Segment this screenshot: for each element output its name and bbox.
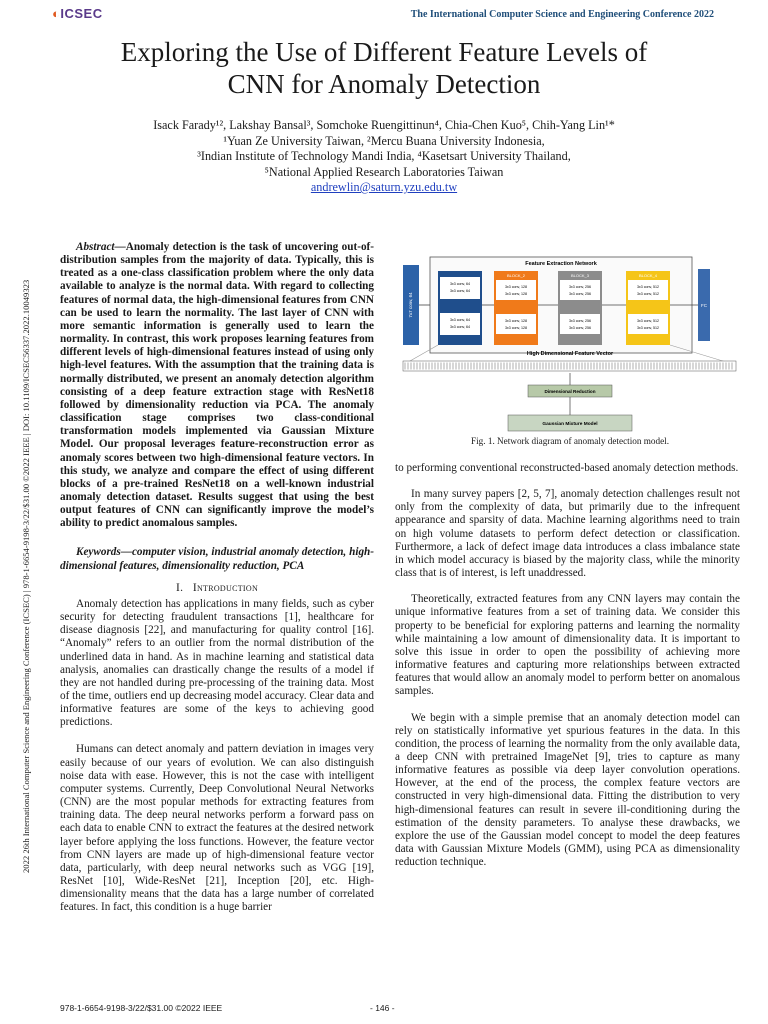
body-paragraph: Theoretically, extracted features from any CNN layers may contain the unique informative features from a set of training data. We consider this property to be beneficial for exploring patterns and learning the normality while maintaining a low amount of dimensionality data. It is important to solve this issue in order to open the possibility of achieving more informative features and capturing more relationships between extracted features that would allow an anomaly model to perform better on anomalous samples. (395, 593, 740, 698)
block-2-conv-label: 3x3 conv, 128 (504, 319, 528, 323)
fc-label: FC (701, 303, 707, 308)
feature-vector-label: High Dimensional Feature Vector (526, 351, 614, 357)
abstract-dash: — (114, 241, 126, 253)
affiliation-line-2: ³Indian Institute of Technology Mandi India, ⁴Kasetsart University Thailand, (197, 149, 571, 163)
block-2-cell-bottom (496, 314, 536, 334)
figure-1 (398, 245, 742, 445)
side-identifier-text: 2022 26th International Computer Science and Engineering Conference (ICSEC) | 978-1-6654-9198-3/22/$31.00 ©2022 IEEE | DOI: 10.1109/ICSEC56337.2022.10049323 (21, 279, 31, 873)
block-2-conv-label: 3x3 conv, 128 (504, 285, 528, 289)
title-line-2: CNN for Anomaly Detection (227, 69, 541, 99)
figure-caption: Fig. 1. Network diagram of anomaly detection model. (471, 436, 669, 446)
block-2-conv-label: 3x3 conv, 128 (504, 326, 528, 330)
block-1-conv-label: 3x3 conv, 64 (449, 325, 471, 329)
author-email-link[interactable]: andrewlin@saturn.yzu.edu.tw (310, 180, 458, 194)
block-1-cell-bottom (440, 313, 480, 335)
right-column (395, 462, 740, 882)
side-identifier (7, 183, 31, 873)
affiliation-line-1: ¹Yuan Ze University Taiwan, ²Mercu Buana University Indonesia, (223, 133, 545, 148)
block-1-cell-top (440, 277, 480, 299)
block-3-cell-bottom (560, 314, 600, 334)
gmm-label: Gaussian Mixture Model (542, 422, 598, 427)
logo-mark-icon: ◐ (52, 6, 61, 21)
block-4-cell-top (628, 280, 668, 300)
logo-text: ICSEC (60, 6, 103, 21)
section-heading (60, 582, 374, 595)
block-1-conv-label: 3x3 conv, 64 (449, 289, 471, 293)
body-paragraph: We begin with a simple premise that an anomaly detection model can rely on statistically informative yet spurious features in the data. In this condition, the process of learning the normality from the only available data, a deep CNN with pretrained ImageNet [9], tries to capture as many informative features as possible via deep layer convolution operations. However, at the end of the process, the complex feature vectors are constructed in very high-dimensional data. Fitting the distribution to very high-dimensional features can result in severe ill-conditioning during the estimation of the density parameters. To analyse these drawbacks, we explore the use of the Gaussian model concept to model the deep features data with Gaussian Mixture Models (GMM), using PCA as dimensionality reduction technique. (395, 711, 740, 869)
block-4-conv-label: 3x3 conv, 512 (636, 319, 660, 323)
conference-name: The International Computer Science and Engineering Conference 2022 (410, 9, 714, 20)
block-1-conv-label: 3x3 conv, 64 (449, 282, 471, 286)
network-diagram (398, 245, 742, 435)
block-3-conv-label: 3x3 conv, 256 (568, 292, 592, 296)
block-4-conv-label: 3x3 conv, 512 (636, 326, 660, 330)
dimensional-reduction-label: Dimensional Reduction (544, 389, 596, 394)
keywords-text: —computer vision, industrial anomaly detection, high-dimensional features, dimensionality reduction, PCA (60, 546, 374, 572)
author-names: Isack Farady¹², Lakshay Bansal³, Somchoke Ruengittinun⁴, Chia-Chen Kuo⁵, Chih-Yang Lin¹* (153, 118, 615, 132)
body-paragraph: to performing conventional reconstructed-based anomaly detection methods. (395, 462, 739, 474)
block-4-cell-bottom (628, 314, 668, 334)
block-3-conv-label: 3x3 conv, 256 (568, 326, 592, 330)
block-4-conv-label: 3x3 conv, 512 (636, 285, 660, 289)
block-2-cell-top (496, 280, 536, 300)
block-3-conv-label: 3x3 conv, 256 (568, 319, 592, 323)
intro-paragraph: Anomaly detection has applications in many fields, such as cyber security for detecting fraudulent transactions [1], healthcare for disease diagnosis [22], and manufacturing for quality control [16]. “Anomaly” refers to an outlier from the normal distribution of the underlined data in hand. As in machine learning and statistical data analysis, anomalies can drastically change the results of a model if they are not handled during pre-processing of the training data. Most of the time, outliers end up decreasing model accuracy. Clear data and informative features are some of the keys to achieving good predictions. (60, 597, 374, 729)
block-3-label: BLOCK_3 (570, 273, 590, 278)
section-title: Introduction (192, 581, 259, 594)
block-2-label: BLOCK_2 (506, 273, 526, 278)
abstract-text: Anomaly detection is the task of uncovering out-of-distribution samples from the majority of data. Typically, this is treated as a one-class classification problem where the only data available to analyze is the normal data. With regard to collecting features of normal data, the high-dimensional features from CNN can be used to learn the normality. The last layer of CNN with more semantic information is generally used to learn the normality. In contrast, this work proposes learning features from different levels of high-dimensional features instead of using only high-level features. With the assumption that the training data is normally distributed, we present an anomaly detection algorithm consisting of a deep feature extraction stage with ResNet18 followed by dimensionality reduction via PCA. The anomaly classification stage comprises two class-conditional transformation models implemented via Gaussian Mixture Model. Our proposal leverages feature-reconstruction error as anomaly scores between two high-dimensional feature vectors. In this study, we analyze and compare the effect of using different blocks of a pre-trained ResNet18 on a well-known industrial anomaly detection dataset. Results suggest that using the best output features of CNN can significantly improve the model’s ability to predict anomalous samples. (60, 241, 374, 530)
block-4-conv-label: 3x3 conv, 512 (636, 292, 660, 296)
paper-title (40, 36, 728, 100)
title-line-1: Exploring the Use of Different Feature Levels of (120, 37, 648, 67)
block-2-conv-label: 3x3 conv, 128 (504, 292, 528, 296)
block-3-conv-label: 3x3 conv, 256 (568, 285, 592, 289)
feature-vector (403, 361, 736, 371)
body-paragraph: In many survey papers [2, 5, 7], anomaly detection challenges result not only from the complexity of data, but primarily due to the infrequent appearance and sparsity of data. Machine learning algorithms need to train on high volume datasets to perform defect detection or classification. Furthermore, a lack of defect image data introduces a class imbalance state in which model accuracy is biased by the majority class, while the minority class that is of interest, is left unaddressed. (395, 488, 740, 580)
intro-paragraph: Humans can detect anomaly and pattern deviation in images very easily because of our years of evolution. We can also distinguish noise data with ease. However, this is not the case with intelligent computer systems. Currently, Deep Convolutional Neural Networks (CNN) are the most popular methods for extracting features from training data. The deep neural networks perform a forward pass on each data to enable CNN to extract the features at the desired network layer before applying the loss functions. However, the feature vector from CNN layers are made up of high-dimensional feature vector data, particularly, with deep neural networks such as VGG [19], ResNet [10], Wide-ResNet [21], Inception [20], etc. High-dimensionality means that the data has a large number of correlated features. In fact, this condition is a huge barrier (60, 743, 374, 914)
keywords (60, 546, 374, 572)
left-column (60, 241, 374, 929)
abstract-label: Abstract (76, 241, 115, 253)
section-number: I. (175, 581, 184, 594)
block-1-conv-label: 3x3 conv, 64 (449, 318, 471, 322)
abstract (60, 241, 374, 530)
input-conv-label: 7x7 conv, 64 (408, 292, 413, 318)
keywords-label: Keywords (76, 546, 121, 559)
conference-logo (52, 6, 103, 21)
network-title: Feature Extraction Network (525, 261, 597, 267)
author-block (60, 118, 708, 196)
block-4-label: BLOCK_4 (638, 273, 658, 278)
block-3-cell-top (560, 280, 600, 300)
page-number: - 146 - (370, 1003, 395, 1013)
affiliation-line-3: ⁵National Applied Research Laboratories Taiwan (264, 164, 504, 179)
footer-copyright: 978-1-6654-9198-3/22/$31.00 ©2022 IEEE (60, 1003, 223, 1013)
